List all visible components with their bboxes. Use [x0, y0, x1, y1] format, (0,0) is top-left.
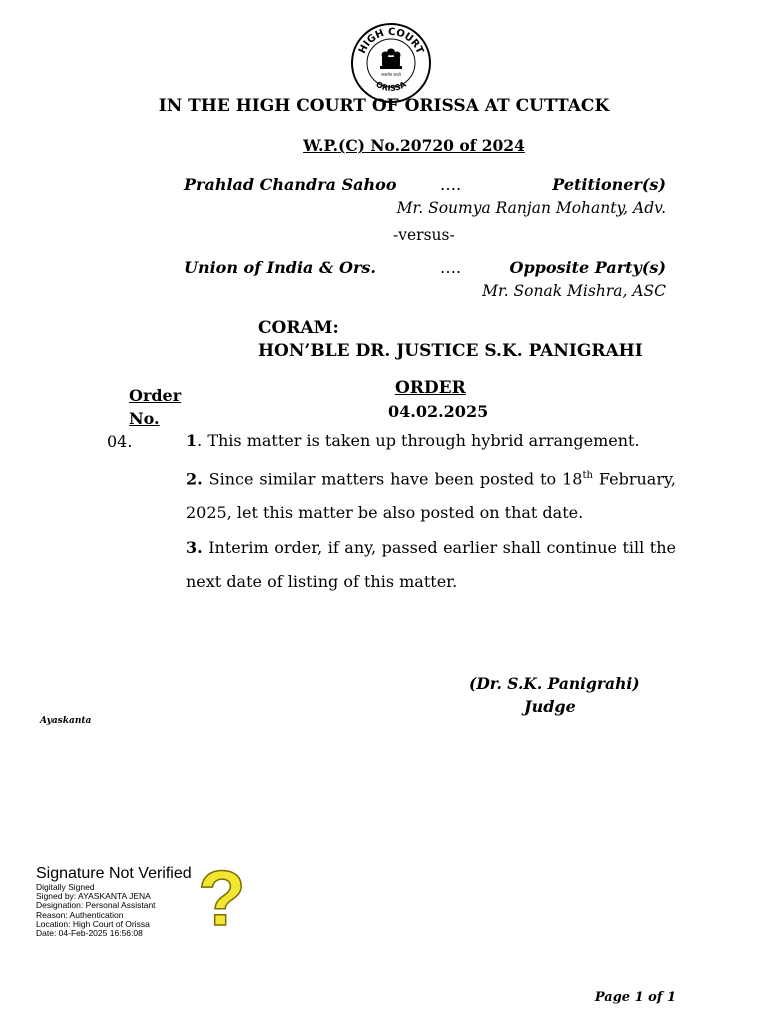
petitioner-name: Prahlad Chandra Sahoo [184, 175, 397, 194]
signature-status: Signature Not Verified [36, 865, 192, 882]
versus-label: -versus- [393, 226, 455, 244]
petitioner-counsel: Mr. Soumya Ranjan Mohanty, Adv. [396, 199, 666, 217]
svg-text:ORISSA: ORISSA [374, 79, 408, 93]
case-number: W.P.(C) No.20720 of 2024 [303, 136, 525, 155]
opposite-party-name: Union of India & Ors. [184, 258, 376, 277]
order-body [186, 424, 676, 600]
court-seal-logo [350, 22, 432, 104]
opposite-party-counsel: Mr. Sonak Mishra, ASC [482, 282, 666, 300]
coram-judge: HON’BLE DR. JUSTICE S.K. PANIGRAHI [258, 341, 643, 361]
signature-line: Digitally Signed [36, 882, 95, 892]
order-date: 04.02.2025 [388, 402, 489, 421]
coram-label: CORAM: [258, 318, 339, 338]
svg-text:HIGH COURT: HIGH COURT [356, 26, 426, 56]
digital-signature-block [36, 865, 192, 938]
signature-line: Date: 04-Feb-2025 16:56:08 [36, 928, 143, 939]
opposite-party-role: Opposite Party(s) [509, 258, 666, 277]
signature-line: Signed by: AYASKANTA JENA [36, 891, 151, 902]
petitioner-dots: …. [440, 175, 462, 194]
opposite-party-dots: …. [440, 258, 462, 277]
signature-line: Reason: Authentication [36, 909, 124, 920]
order-heading: ORDER [395, 378, 466, 398]
signature-line: Designation: Personal Assistant [36, 900, 156, 911]
petitioner-role: Petitioner(s) [552, 175, 666, 194]
order-paragraph-2: 2. Since similar matters have been posted to 18th February, 2025, let this matter be also posted on that date. [186, 468, 676, 523]
signature-line: Location: High Court of Orissa [36, 918, 150, 929]
order-number: 04. [107, 432, 133, 451]
initials: Ayaskanta [40, 716, 92, 726]
page-number: Page 1 of 1 [594, 990, 676, 1005]
judge-title: Judge [524, 697, 576, 716]
svg-text:सत्यमेव जयते: सत्यमेव जयते [381, 72, 401, 77]
order-paragraph-1: 1. This matter is taken up through hybrid arrangement. [186, 431, 640, 450]
court-title: IN THE HIGH COURT OF ORISSA AT CUTTACK [158, 96, 610, 116]
order-no-label-line1: Order [129, 386, 182, 405]
judge-name: (Dr. S.K. Panigrahi) [469, 674, 640, 693]
order-no-label-line2: No. [129, 409, 160, 428]
order-paragraph-3: 3. Interim order, if any, passed earlier shall continue till the next date of listing of this matter. [186, 537, 676, 592]
question-mark-icon: ? [198, 854, 246, 942]
